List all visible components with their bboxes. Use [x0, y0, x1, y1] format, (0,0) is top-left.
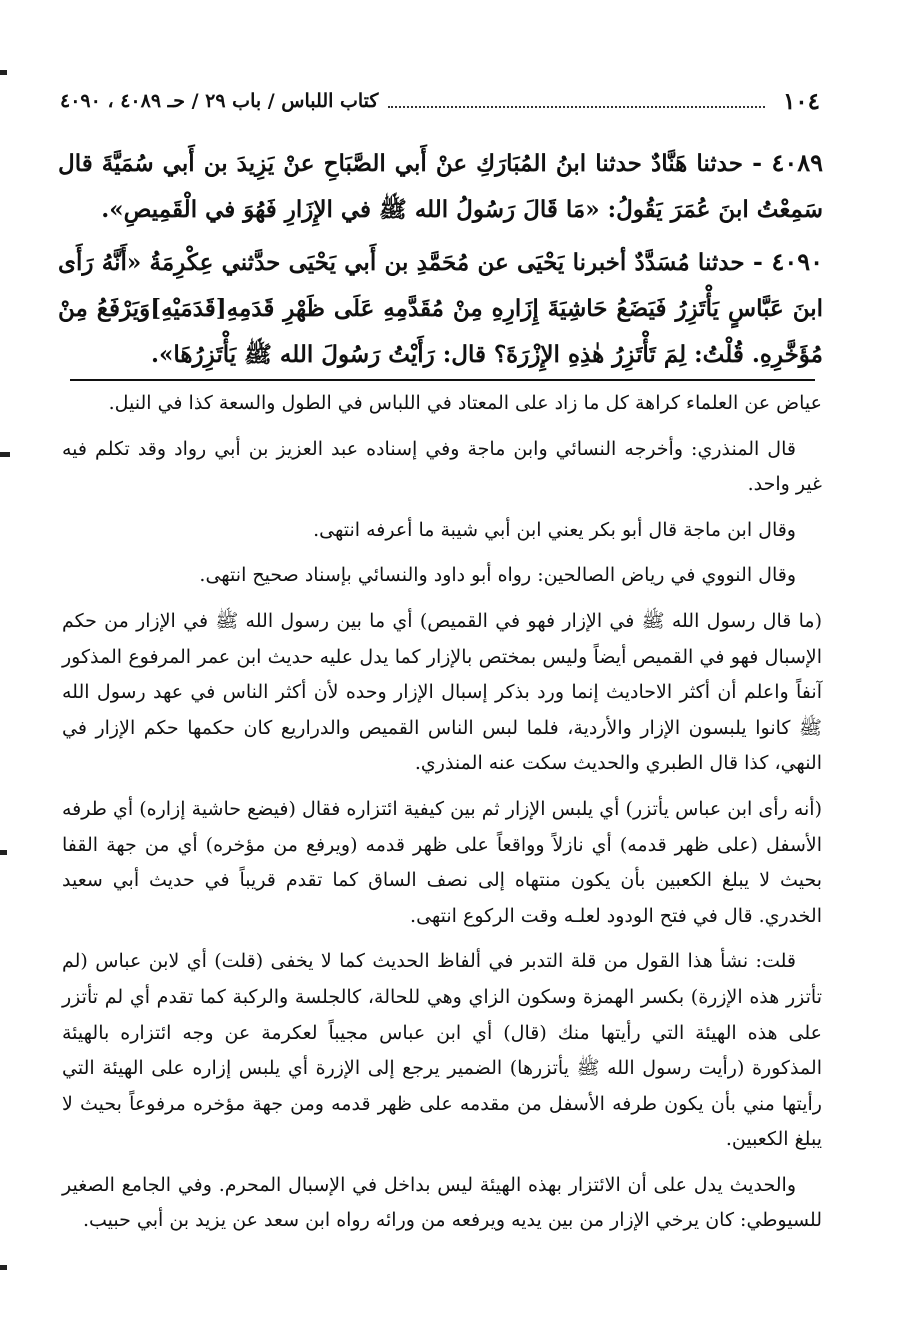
scan-edge-mark: [0, 1265, 7, 1270]
running-title: كتاب اللباس / باب ٢٩ / حـ ٤٠٨٩ ، ٤٠٩٠: [60, 90, 379, 112]
commentary-paragraph: (أنه رأى ابن عباس يأتزر) أي يلبس الإزار ثم بين كيفية ائتزاره فقال (فيضع حاشية إزاره) أي طرفه الأسفل (على ظهر قدمه) أي نازلاً وواقعاً على ظهر قدمه (ويرفع من مؤخره) أي من جهة القفا بحيث لا يبلغ الكعبين بأن يكون منتهاه إلى نصف الساق كما تقدم قريباً في حديث أبي سعيد الخدري. قال في فتح الودود لعلـه وقت الركوع انتهى.: [62, 797, 822, 927]
commentary-paragraph: قلت: نشأ هذا القول من قلة التدبر في ألفاظ الحديث كما لا يخفى (قلت) أي لابن عباس (لم تأتزر هذه الإزرة) بكسر الهمزة وسكون الزاي وهي للحالة، كالجلسة والركبة كما تقدم أي لم تأتزر على هذه الهيئة التي رأيتها منك (قال) أي ابن عباس مجيباً لعكرمة عن وجه ائتزاره بالهيئة المذكورة (رأيت رسول الله ﷺ يأتزرها) الضمير يرجع إلى الإزرة أي يلبس إزاره على الهيئة التي رأيتها مني بأن يكون طرفه الأسفل من مقدمه على ظهر قدمه ومن جهة مؤخره مرفوعاً بحيث لا يبلغ الكعبين.: [62, 950, 822, 1151]
dotted-leader: [388, 106, 764, 108]
commentary-paragraph: وقال النووي في رياض الصالحين: رواه أبو داود والنسائي بإسناد صحيح انتهى.: [199, 564, 796, 587]
commentary-paragraph: عياض عن العلماء كراهة كل ما زاد على المعتاد في اللباس في الطول والسعة كذا في النيل.: [108, 392, 822, 414]
hadith-4089: [58, 140, 823, 233]
hadith-number: ٤٠٩٠ -: [752, 247, 823, 276]
hadith-block: [58, 140, 823, 384]
hadith-number: ٤٠٨٩ -: [752, 148, 823, 177]
hadith-4090: [58, 239, 823, 378]
commentary-paragraph: وقال ابن ماجة قال أبو بكر يعني ابن أبي شيبة ما أعرفه انتهى.: [313, 518, 796, 541]
commentary-paragraph: قال المنذري: وأخرجه النسائي وابن ماجة وفي إسناده عبد العزيز بن أبي رواد وقد تكلم فيه غير واحد.: [62, 437, 822, 496]
commentary: [62, 386, 822, 1239]
footnote-divider: [70, 379, 815, 381]
page-header: [60, 84, 820, 118]
commentary-paragraph: والحديث يدل على أن الائتزار بهذه الهيئة ليس بداخل في الإسبال المحرم. وفي الجامع الصغير للسيوطي: كان يرخي الإزار من بين يديه ويرفعه من ورائه رواه ابن سعد عن يزيد بن أبي حبيب.: [62, 1173, 822, 1232]
scan-edge-mark: [0, 850, 7, 855]
scan-edge-mark: [0, 452, 10, 457]
page-number: ١٠٤: [782, 87, 820, 115]
hadith-text: حدثنا هَنَّادٌ حدثنا ابنُ المُبَارَكِ عنْ أَبي الصَّبَاحِ عنْ يَزِيدَ بن أَبي سُمَيَّةَ قال سَمِعْتُ ابنَ عُمَرَ يَقُولُ: «مَا قَالَ رَسُولُ الله ﷺ في الإِزَارِ فَهُوَ في الْقَمِيصِ».: [58, 150, 823, 223]
hadith-text: حدثنا مُسَدَّدٌ أخبرنا يَحْيَى عن مُحَمَّدِ بن أَبي يَحْيَى حدَّثني عِكْرِمَةُ «أَنَّهُ رَأَى ابنَ عَبَّاسٍ يَأْتَزِرُ فَيَضَعُ حَاشِيَةَ إِزَارِهِ مِنْ مُقَدَّمِهِ عَلَى ظَهْرِ قَدَمِهِ[قَدَمَيْهِ]وَيَرْفَعُ مِنْ مُؤَخَّرِهِ. قُلْتُ: لِمَ تَأْتَزِرُ هٰذِهِ الإِزْرَةَ؟ قال: رَأَيْتُ رَسُولَ الله ﷺ يَأْتَزِرُهَا».: [58, 249, 823, 368]
scan-edge-mark: [0, 70, 7, 75]
commentary-paragraph: (ما قال رسول الله ﷺ في الإزار فهو في القميص) أي ما بين رسول الله ﷺ في الإزار من حكم الإسبال فهو في القميص أيضاً وليس بمختص بالإزار كما يدل عليه حديث ابن عمر المرفوع المذكور آنفاً واعلم أن أكثر الاحاديث إنما ورد بذكر إسبال الإزار وحده لأن أكثر الناس في عهد رسول الله ﷺ كانوا يلبسون الإزار والأردية، فلما لبس الناس القميص والدراريع كان حكمها حكم الإزار في النهي، كذا قال الطبري والحديث سكت عنه المنذري.: [62, 609, 822, 775]
